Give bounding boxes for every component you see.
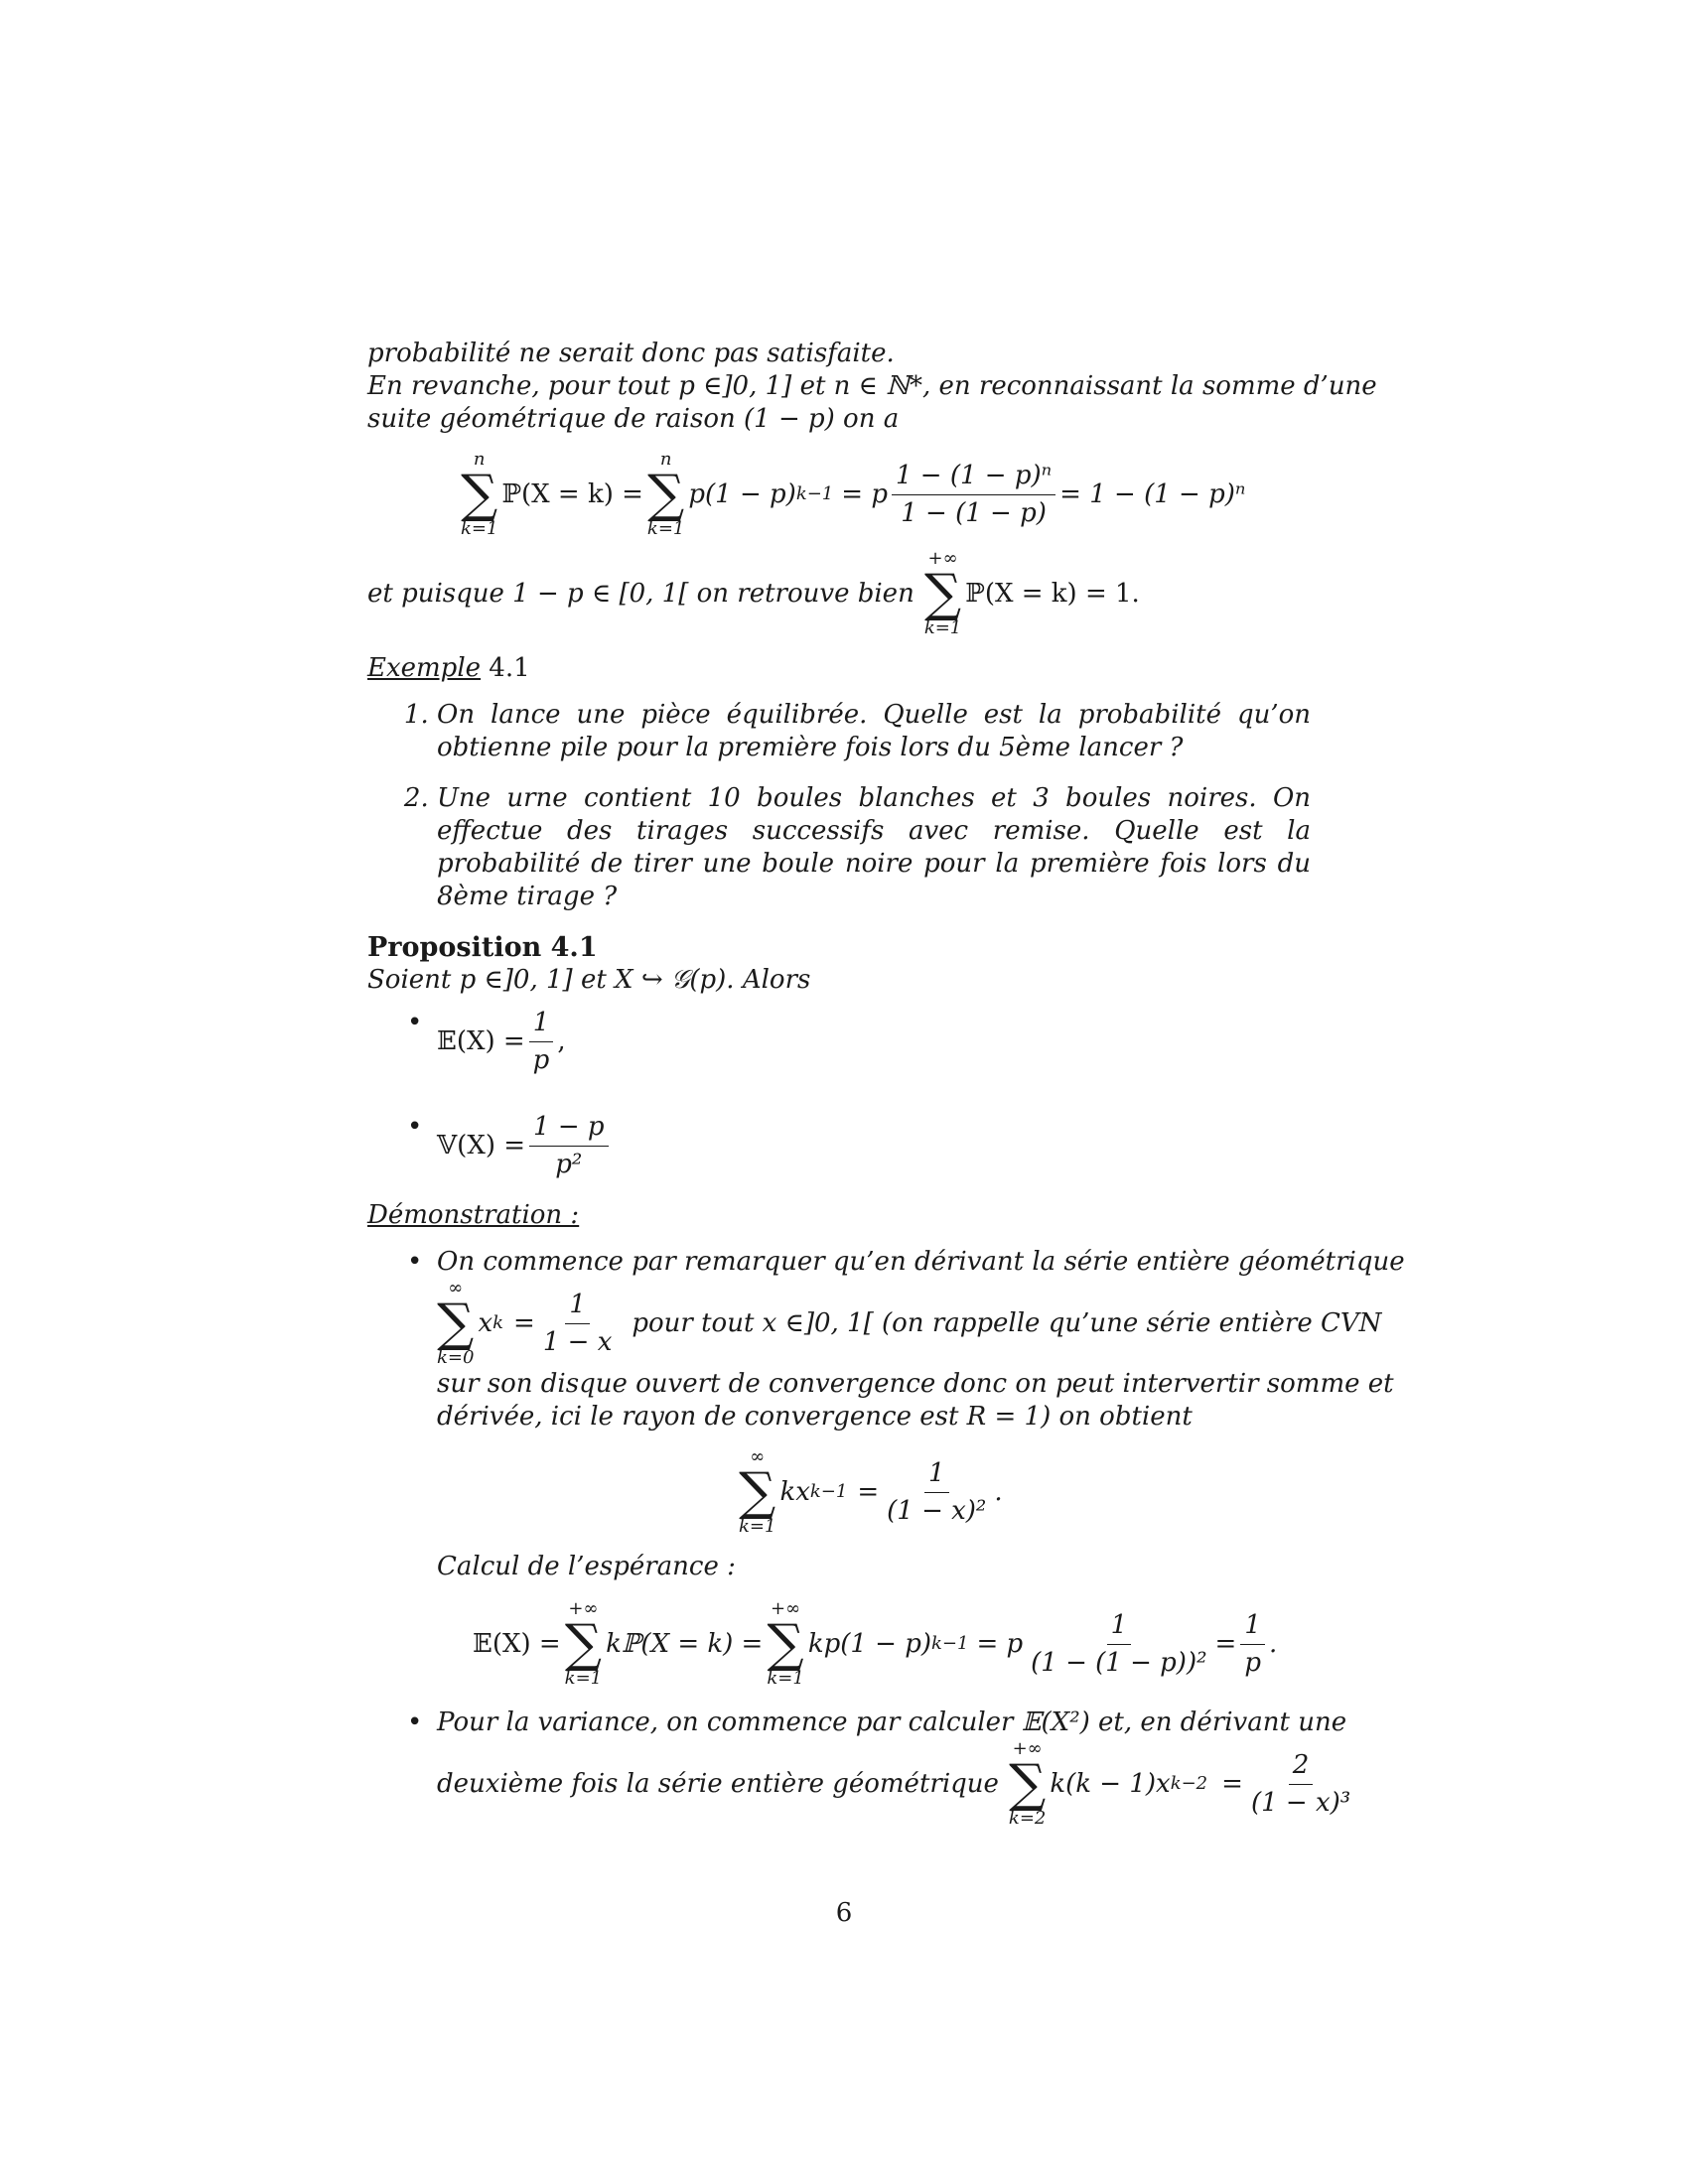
text-line: probabilité ne serait donc pas satisfaite.: [367, 339, 895, 368]
fraction: $\frac{1}{1 - x}$: [542, 1289, 613, 1357]
sum-symbol: n ∑ k=1: [461, 449, 498, 539]
demonstration-list: [367, 1246, 1405, 1829]
text-line-infinite-sum: et puisque 1 − p ∈ [0, 1[ on retrouve bien +∞ ∑ k=1 ℙ(X = k) = 1.: [367, 548, 1140, 638]
page-content: [367, 338, 1405, 1846]
fraction: $\frac{1 - p}{\text{p²}}$: [529, 1111, 609, 1181]
text-line: En revanche, pour tout p ∈]0, 1] et n ∈ ℕ*, en reconnaissant la somme d’une: [367, 371, 1377, 401]
fraction: $\frac{\text{1 − (1 − p)ⁿ}}{1 - (1 - p)}$: [892, 460, 1055, 530]
list-item: • Pour la variance, on commence par calculer 𝔼(X²) et, en dérivant une deuxième fois la série entière géométrique +∞ ∑ k=2 k(k − 1)x k−2 = $\frac{2}{\text{(1 − x)³}}$: [437, 1706, 1311, 1829]
equation-derivative: ∞ ∑ k=1 kx k−1 = $\frac{1}{\text{(1 − x)²}}$ .: [739, 1446, 1003, 1537]
list-item: • 𝔼(X) = $\frac{1}{p}$ ,: [407, 1008, 566, 1075]
sum-symbol: +∞ ∑ k=1: [767, 1598, 804, 1689]
fraction: $\frac{1}{p}$: [529, 1007, 554, 1077]
example-heading: Exemple 4.1: [367, 653, 530, 683]
equation-expectation: 𝔼(X) = +∞ ∑ k=1 kℙ(X = k) = +∞ ∑ k=1 kp(1 − p) k−1 = p $\frac{1}{\text{(1 − (1 − p))²}}$ = $\frac{1}{p}$ .: [473, 1598, 1278, 1689]
demonstration-heading: Démonstration :: [367, 1200, 580, 1230]
fraction: $\frac{1}{\text{(1 − (1 − p))²}}$: [1031, 1609, 1207, 1678]
sum-symbol: ∞ ∑ k=1: [739, 1446, 776, 1537]
list-item: 2. Une urne contient 10 boules blanches et 3 boules noires. On effectue des tirages successifs avec remise. Quelle est la probabilité de tirer une boule noire pour la première fois lors du 8ème tirage ?: [437, 782, 1311, 913]
sum-symbol: +∞ ∑ k=2: [1008, 1738, 1047, 1829]
list-item: 1. On lance une pièce équilibrée. Quelle est la probabilité qu’on obtienne pile pour la première fois lors du 5ème lancer ?: [437, 699, 1311, 764]
fraction: $\frac{1}{\text{(1 − x)²}}$: [887, 1457, 987, 1526]
proposition-title: Proposition 4.1: [367, 932, 598, 963]
proposition-statement: Soient p ∈]0, 1] et X ↪ 𝒢(p). Alors: [367, 965, 811, 995]
fraction: $\frac{1}{p}$: [1240, 1609, 1265, 1680]
page-number: 6: [835, 1898, 853, 1928]
text-line: suite géométrique de raison (1 − p) on a: [367, 404, 900, 434]
proposition-list: [367, 1007, 1311, 1181]
fraction: $\frac{2}{\text{(1 − x)³}}$: [1250, 1749, 1351, 1818]
sum-symbol: ∞ ∑ k=0: [437, 1278, 475, 1368]
sum-symbol: +∞ ∑ k=1: [564, 1598, 603, 1689]
calc-label: Calcul de l’espérance :: [437, 1552, 736, 1581]
list-item: • On commence par remarquer qu’en dérivant la série entière géométrique ∞ ∑ k=0 x k = $\frac{1}{1 - x}$ pour tout x ∈]0, 1[ (on rappelle qu’une série entière CVN sur son disque ouvert de convergence donc on peut intervertir somme et dérivée, ici le rayon de convergence est R = 1) on obtient ∞ ∑ k=1 kx k−1 = $\frac{1}{\text{(1 − x)²}}$ . Calcul de l’espérance : 𝔼(X) = +∞ ∑ k=1 kℙ(X = k) = +∞ ∑ k=1 kp(1 − p) k−1 = p $\frac{1}{\text{(1 − (1 − p))²}}$ = $\frac{1}{p}$ .: [407, 1247, 1405, 1689]
equation-sum-finite: n ∑ k=1 ℙ(X = k) = n ∑ k=1 p(1 − p) k−1 = p $\frac{\text{1 − (1 − p)ⁿ}}{1 - (1 - p)}$ = 1 − (1 − p)ⁿ: [461, 449, 1246, 539]
sum-symbol: n ∑ k=1: [646, 449, 685, 539]
sum-symbol: +∞ ∑ k=1: [923, 548, 962, 638]
list-item: • 𝕍(X) = $\frac{1 - p}{\text{p²}}$: [437, 1111, 1311, 1181]
example-list: [367, 699, 1311, 913]
